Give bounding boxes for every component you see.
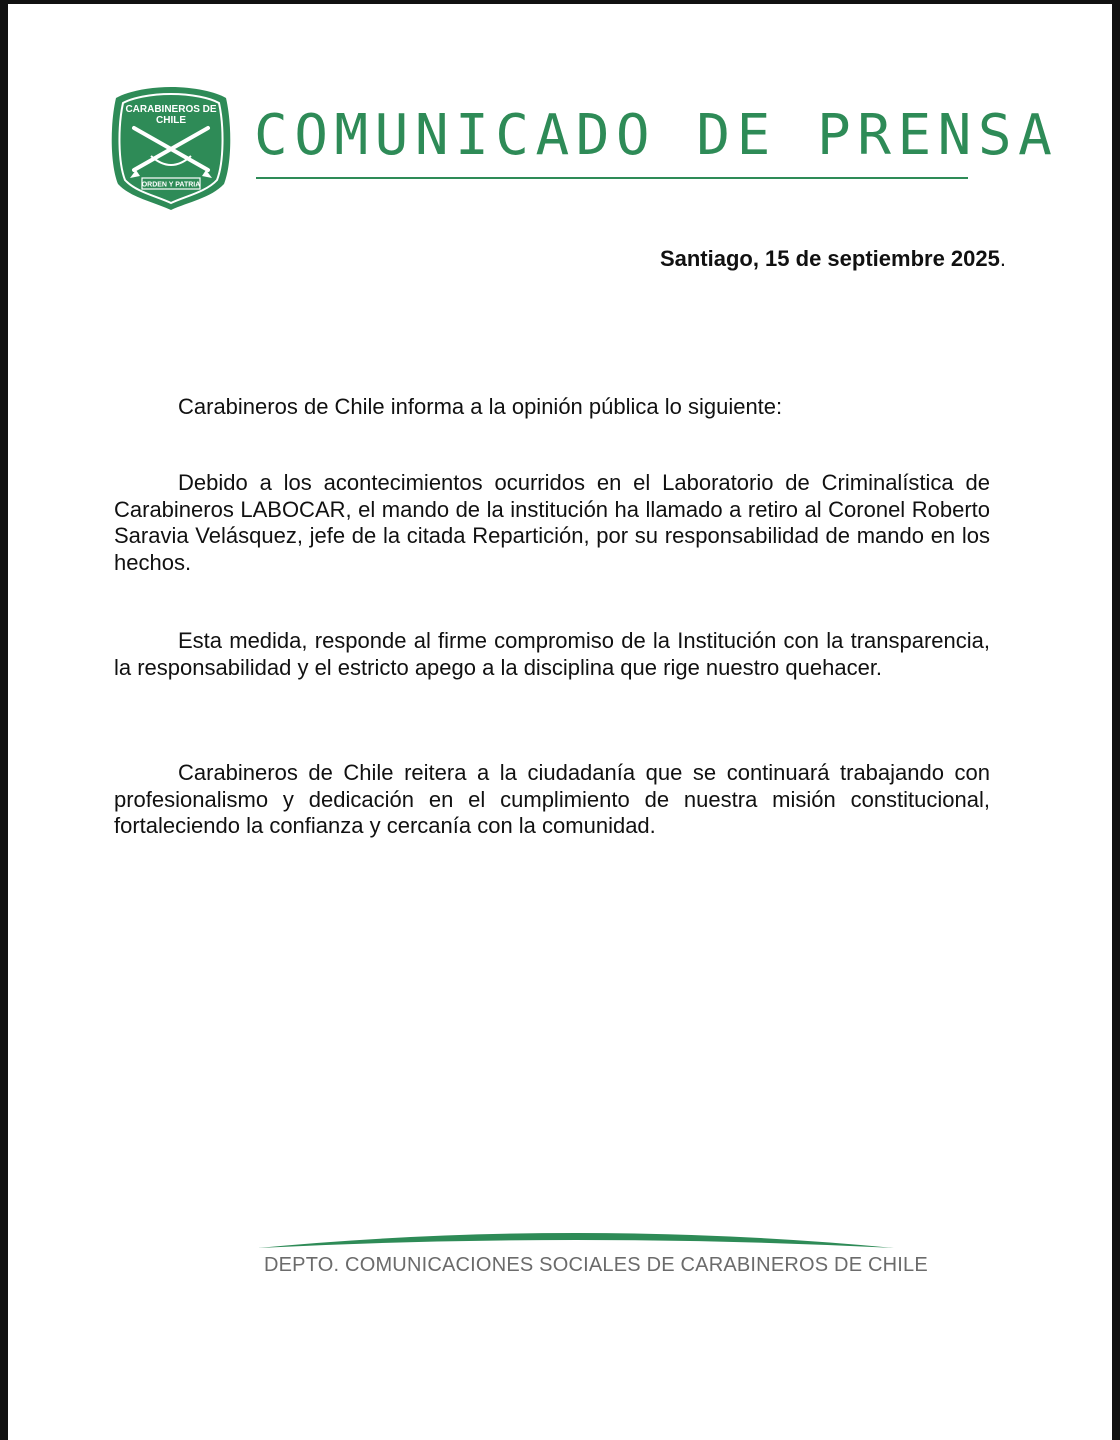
date-line: [660, 246, 1006, 272]
header-divider: [256, 177, 968, 179]
body-paragraph: Esta medida, responde al firme compromiso de la Institución con la transparencia, la responsabilidad y el estricto apego a la disciplina que rige nuestro quehacer.: [114, 628, 990, 680]
document-page: [8, 4, 1112, 1440]
carabineros-emblem-logo: [106, 84, 236, 214]
svg-text:ORDEN Y PATRIA: ORDEN Y PATRIA: [141, 181, 201, 189]
press-release-title: COMUNICADO DE PRENSA: [254, 103, 1059, 168]
svg-text:CHILE: CHILE: [156, 115, 186, 126]
body-paragraph: Carabineros de Chile reitera a la ciudadanía que se continuará trabajando con profesionalismo y dedicación en el cumplimiento de nuestra misión constitucional, fortaleciendo la confianza y cercanía con la comunidad.: [114, 760, 990, 838]
body-paragraph: Carabineros de Chile informa a la opinión pública lo siguiente:: [178, 394, 783, 419]
footer-department: DEPTO. COMUNICACIONES SOCIALES DE CARABINEROS DE CHILE: [264, 1254, 928, 1276]
svg-text:CARABINEROS DE: CARABINEROS DE: [125, 104, 217, 115]
date-period: .: [999, 246, 1006, 271]
footer-swoosh-decoration: [256, 1226, 896, 1252]
body-paragraph: Debido a los acontecimientos ocurridos en el Laboratorio de Criminalística de Carabineros LABOCAR, el mando de la institución ha llamado a retiro al Coronel Roberto Saravia Velásquez, jefe de la citada Repartición, por su responsabilidad de mando en los hechos.: [114, 470, 990, 575]
date-text: Santiago, 15 de septiembre 2025: [659, 246, 1000, 271]
